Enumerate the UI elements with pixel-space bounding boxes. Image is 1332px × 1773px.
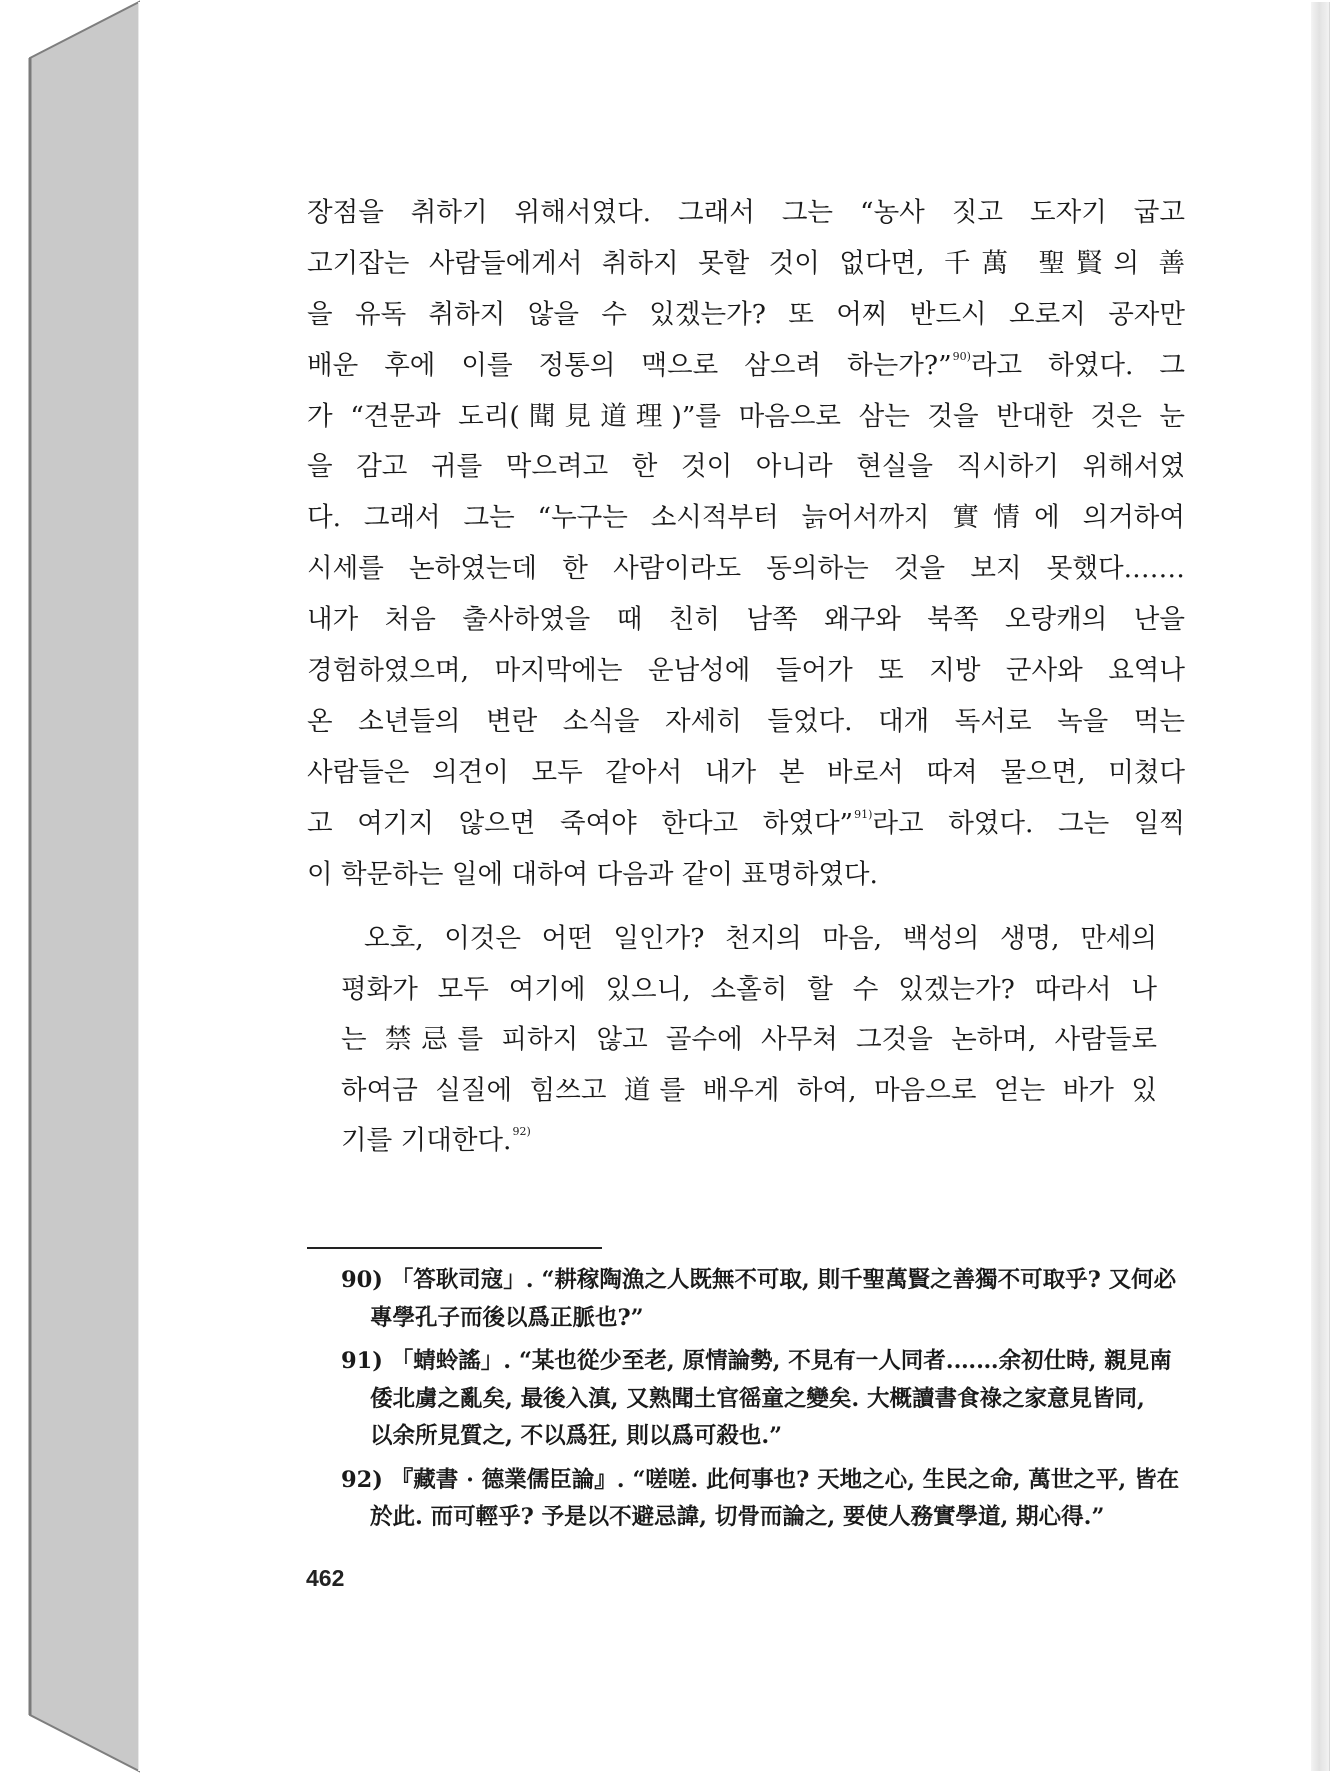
footnote-line: 91) 「蜻蛉謠」. “某也從少至老, 原情論勢, 不見有一人同者.……余初仕時, 親見南 [341,1348,1172,1374]
footnote-divider [307,1247,602,1249]
body-line-with-ref [307,799,1185,850]
footnote-ref-90: 90) [952,349,971,363]
footnote-line: 倭北虜之亂矣, 最後入滇, 又熟聞土官徭童之變矣. 大概讀書食祿之家意見皆同, [370,1385,1145,1412]
body-line: 사람들은 의견이 모두 같아서 내가 본 바로서 따져 물으면, 미쳤다 [307,756,1185,788]
footnote-90 [341,1262,1186,1337]
quote-line-with-ref [341,1116,1157,1167]
body-line-text: 라고 하였다. 그 [970,349,1185,381]
quote-line: 는 禁忌를 피하지 않고 골수에 사무쳐 그것을 논하며, 사람들로 [341,1024,1157,1055]
body-line-with-ref [307,341,1185,392]
footnote-line: 以余所見質之, 不以爲狂, 則以爲可殺也.” [370,1423,783,1449]
footnote-line: 於此. 而可輕乎? 予是以不避忌諱, 切骨而論之, 要使人務實學道, 期心得.” [370,1504,1105,1530]
footnote-ref-92: 92) [512,1125,531,1138]
body-paragraph [307,188,1185,900]
body-line: 온 소년들의 변란 소식을 자세히 들었다. 대개 독서로 녹을 먹는 [307,705,1185,737]
footnote-line: 92) 『藏書 · 德業儒臣論』. “嗟嗟. 此何事也? 天地之心, 生民之命, 萬世之平, 皆在 [341,1466,1180,1493]
body-line: 이 학문하는 일에 대하여 다음과 같이 표명하였다. [307,858,878,890]
body-line: 다. 그래서 그는 “누구는 소시적부터 늙어서까지 實情에 의거하여 [307,502,1185,534]
footnote-line: 專學孔子而後以爲正脈也?” [370,1304,644,1331]
body-line: 가 “견문과 도리(聞見道理)”를 마음으로 삼는 것을 반대한 것은 눈 [307,400,1185,432]
footnote-ref-91: 91) [854,807,873,821]
quote-line-text: 기를 기대한다. [341,1125,512,1156]
body-line: 내가 처음 출사하였을 때 친히 남쪽 왜구와 북쪽 오랑캐의 난을 [307,604,1185,636]
body-line-text: 라고 하였다. 그는 일찍 [872,807,1186,839]
body-line: 경험하였으며, 마지막에는 운남성에 들어가 또 지방 군사와 요역나 [307,655,1185,687]
footnote-92 [341,1462,1186,1537]
quote-line: 하여금 실질에 힘쓰고 道를 배우게 하여, 마음으로 얻는 바가 있 [341,1074,1157,1106]
page-number: 462 [306,1565,345,1591]
quote-line: 오호, 이것은 어떤 일인가? 천지의 마음, 백성의 생명, 만세의 [364,923,1157,954]
page-edge [1311,2,1329,1771]
footnotes [341,1262,1186,1543]
body-line: 을 감고 귀를 막으려고 한 것이 아니라 현실을 직시하기 위해서였 [307,451,1185,483]
body-line: 을 유독 취하지 않을 수 있겠는가? 또 어찌 반드시 오로지 공자만 [307,298,1185,330]
block-quote [341,914,1157,1167]
body-line: 고기잡는 사람들에게서 취하지 못할 것이 없다면, 千萬 聖賢의 善 [307,247,1185,279]
body-line-text: 배운 후에 이를 정통의 맥으로 삼으려 하는가?” [307,349,952,381]
footnote-line: 90) 「答耿司寇」. “耕稼陶漁之人既無不可取, 則千聖萬賢之善獨不可取乎? 又何必 [341,1267,1177,1293]
footnote-91 [341,1343,1186,1456]
body-line: 시세를 논하였는데 한 사람이라도 동의하는 것을 보지 못했다.…… [307,553,1185,585]
body-line: 장점을 취하기 위해서였다. 그래서 그는 “농사 짓고 도자기 굽고 [307,197,1185,228]
body-line-text: 고 여기지 않으면 죽여야 한다고 하였다” [307,807,854,839]
quote-line: 평화가 모두 여기에 있으니, 소홀히 할 수 있겠는가? 따라서 나 [341,973,1157,1005]
